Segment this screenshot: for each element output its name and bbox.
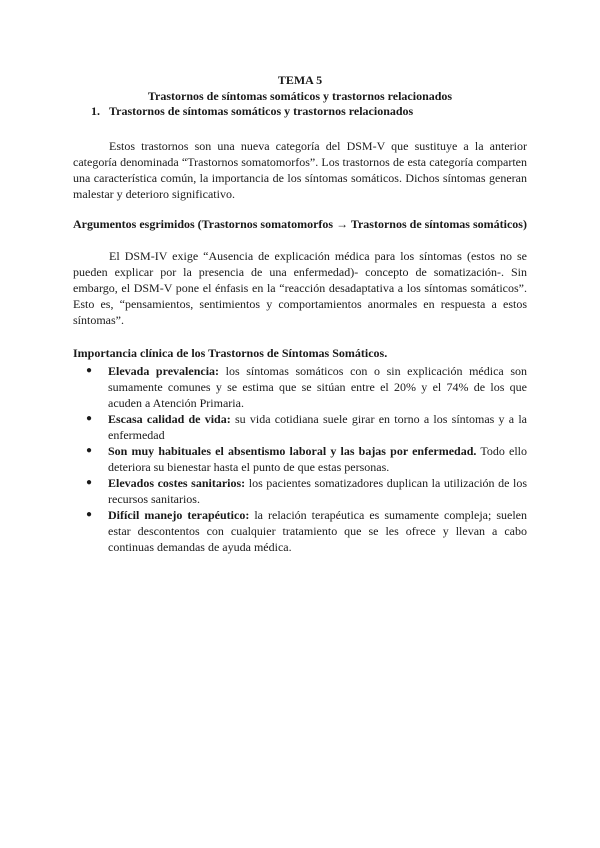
document-title: TEMA 5 <box>277 73 323 87</box>
intro-paragraph: Estos trastornos son una nueva categoría del DSM-V que sustituye a la anterior categoría denominada “Trastornos somatomorfos”. Los trastornos de esta categoría comparten una característica común, la importancia de los síntomas somáticos. Dichos síntomas generan malestar y deterioro significativo. <box>73 139 527 201</box>
arguments-heading: Argumentos esgrimidos (Trastornos somatomorfos → Trastornos de síntomas somáticos) <box>73 217 527 231</box>
bullet-icon: ● <box>86 477 93 488</box>
list-item <box>73 475 527 507</box>
bullet-text: Todo ello deteriora su bienestar hasta el punto de que estas personas. <box>108 444 527 474</box>
clinical-bullet-list <box>73 363 527 555</box>
section-number: 1. <box>91 104 100 118</box>
bullet-icon: ● <box>86 365 93 376</box>
bullet-label: Elevados costes sanitarios: <box>108 476 246 490</box>
list-item <box>73 363 527 411</box>
bullet-label: Escasa calidad de vida: <box>108 412 231 426</box>
bullet-icon: ● <box>86 413 93 424</box>
bullet-text: los síntomas somáticos con o sin explicación médica son sumamente comunes y se estima que se sitúan entre el 20% y el 74% de los que acuden a Atención Primaria. <box>108 364 527 410</box>
bullet-label: Difícil manejo terapéutico: <box>108 508 250 522</box>
list-item <box>73 507 527 555</box>
bullet-icon: ● <box>86 445 93 456</box>
bullet-label: Son muy habituales el absentismo laboral y las bajas por enfermedad. <box>108 444 477 458</box>
list-item <box>73 443 527 475</box>
list-item <box>73 411 527 443</box>
section-heading-text: Trastornos de síntomas somáticos y trastornos relacionados <box>109 104 414 118</box>
arguments-paragraph: El DSM-IV exige “Ausencia de explicación médica para los síntomas (estos no se pueden explicar por la presencia de una enfermedad)- concepto de somatización-. Sin embargo, el DSM-V pone el énfasis en la “reacción desadaptativa a los síntomas somáticos”. Esto es, “pensamientos, sentimientos y comportamientos anormales en respuesta a estos síntomas”. <box>73 249 527 327</box>
bullet-text: su vida cotidiana suele girar en torno a los síntomas y a la enfermedad <box>108 412 527 442</box>
bullet-label: Elevada prevalencia: <box>108 364 220 378</box>
bullet-text: los pacientes somatizadores duplican la utilización de los recursos sanitarios. <box>108 476 528 506</box>
clinical-heading: Importancia clínica de los Trastornos de Síntomas Somáticos. <box>73 346 388 360</box>
bullet-icon: ● <box>86 509 93 520</box>
bullet-text: la relación terapéutica es sumamente compleja; suelen estar descontentos con cualquier tratamiento que se les ofrece y llevan a cabo continuas demandas de ayuda médica. <box>108 508 527 554</box>
section-heading <box>91 104 413 119</box>
document-subtitle: Trastornos de síntomas somáticos y trastornos relacionados <box>147 89 453 103</box>
